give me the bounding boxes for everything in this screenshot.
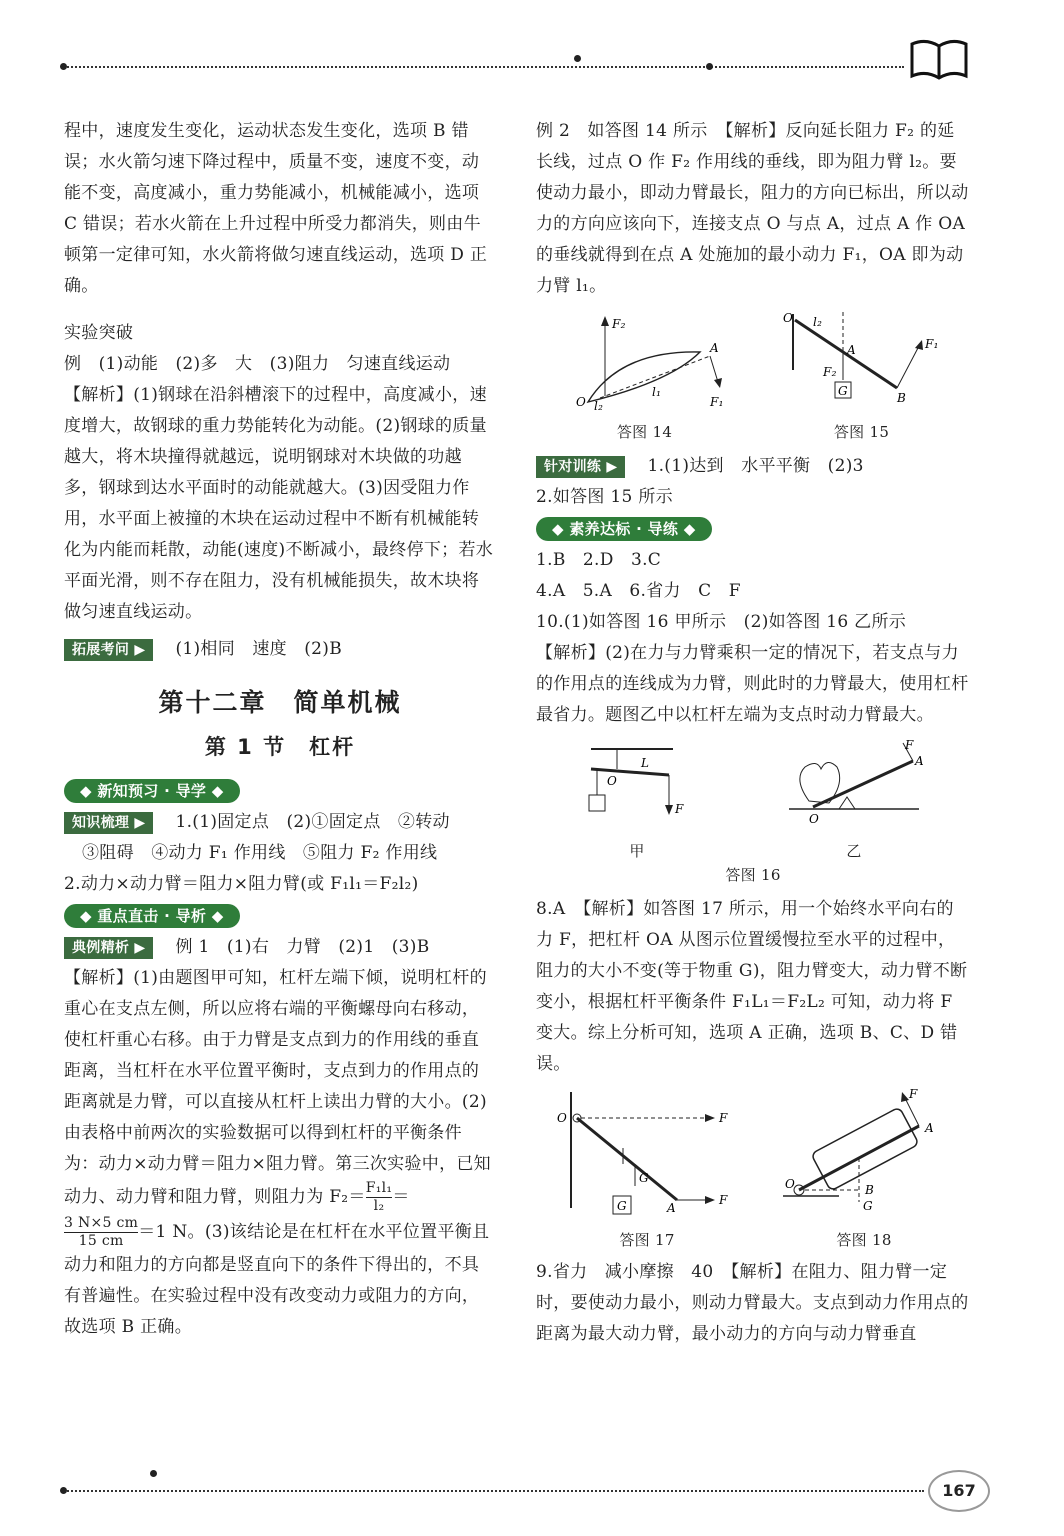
- figure-18-diagram: [779, 1088, 949, 1218]
- label-l1: l₁: [651, 385, 661, 399]
- knowledge-tag: 知识梳理 ▶: [64, 812, 153, 834]
- example-tag: 典例精析 ▶: [64, 937, 153, 959]
- experiment-title: 实验突破: [64, 323, 134, 343]
- label-a-18: A: [925, 1121, 934, 1135]
- page-number: 167: [928, 1470, 990, 1512]
- label-f2: F₂: [611, 317, 626, 331]
- experiment-answer: 例 (1)动能 (2)多 大 (3)阻力 匀速直线运动: [64, 354, 451, 374]
- label-g-17b: G: [617, 1199, 627, 1213]
- caption-figure-18: 答图 18: [836, 1231, 892, 1249]
- figure-14-diagram: [560, 310, 730, 410]
- section-title: 第 1 节 杠杆: [204, 735, 356, 759]
- caption-16-yi: 乙: [846, 842, 862, 860]
- caption-16-jia: 甲: [629, 842, 645, 860]
- answer-10-analysis: 【解析】(2)在力与力臂乘积一定的情况下，若支点与力的作用点的连线成为力臂，则此时的力臂最大，使用杠杆最省力。题图乙中以杠杆左端为支点时动力臂最大。: [536, 643, 969, 725]
- fraction-f2-denominator: l₂: [373, 1198, 385, 1214]
- figure-16-yi-diagram: [779, 739, 929, 829]
- training-answer-1: 1.(1)达到 水平平衡 (2)3: [647, 456, 864, 476]
- banner-preview: ◆ 新知预习 · 导学 ◆: [64, 779, 240, 803]
- answers-4-6: 4.A 5.A 6.省力 C F: [536, 581, 741, 601]
- fraction-values-denominator: 15 cm: [78, 1233, 124, 1249]
- label-o-16: O: [607, 774, 618, 788]
- label-f-16: F: [675, 802, 684, 816]
- label-g-15: G: [837, 384, 848, 398]
- label-o-15: O: [782, 311, 793, 325]
- figures-14-15: [536, 310, 970, 443]
- caption-figure-14: 答图 14: [616, 423, 673, 441]
- banner-practice: ◆ 素养达标 · 导练 ◆: [536, 517, 712, 541]
- header-dot-mid: [574, 55, 581, 62]
- book-icon: [908, 36, 970, 82]
- label-g-17a: G: [639, 1171, 649, 1185]
- figures-17-18: [536, 1088, 970, 1251]
- label-l2-15: l₂: [812, 315, 822, 329]
- banner-key-points: ◆ 重点直击 · 导析 ◆: [64, 904, 240, 928]
- label-f2-15: F₂: [822, 365, 837, 379]
- answer-8: 8.A 【解析】如答图 17 所示，用一个始终水平向右的力 F，把杠杆 OA 从图示位置缓慢拉至水平的过程中，阻力的大小不变(等于物重 G)，阻力臂变大，动力臂不断变小，根据杠杆平衡条件 F₁L₁＝F₂L₂ 可知，动力将 F 变大。综上分析可知，选项 A 正确，选项 B、C、D 错误。: [536, 899, 968, 1074]
- fraction-f2: [366, 1180, 393, 1215]
- label-o-17: O: [557, 1111, 568, 1125]
- footer-dotted-line: [64, 1490, 924, 1492]
- label-o: O: [575, 395, 586, 409]
- label-f-17b: F: [719, 1193, 728, 1207]
- figure-17: [557, 1088, 737, 1251]
- label-f-17a: F: [719, 1111, 728, 1125]
- header-dot-right: [706, 63, 713, 70]
- example-1-analysis-text: 【解析】(1)由题图甲可知，杠杆左端下倾，说明杠杆的重心在支点左侧，所以应将右端的平衡螺母向右移动，使杠杆重心右移。由于力臂是支点到力的作用线的垂直距离，当杠杆在水平位置平衡时，支点到力的作用点的距离就是力臂，可以直接从杠杆上读出力臂的大小。(2)由表格中前两次的实验数据可以得到杠杆的平衡条件为：动力×动力臂＝阻力×阻力臂。第三次实验中，已知动力、动力臂和阻力臂，则阻力为 F₂＝: [64, 968, 491, 1207]
- label-o-18: O: [785, 1177, 796, 1191]
- label-f-18: F: [909, 1088, 918, 1101]
- fraction-values: [64, 1215, 138, 1250]
- fraction-values-numerator: 3 N×5 cm: [64, 1215, 139, 1231]
- fraction-f2-numerator: F₁l₁: [365, 1180, 393, 1196]
- label-o-16yi: O: [809, 812, 820, 826]
- label-f1: F₁: [709, 395, 724, 409]
- figure-16-yi: [779, 739, 929, 862]
- footer-dot-left: [60, 1487, 67, 1494]
- figure-16-jia-diagram: [577, 739, 697, 829]
- figure-16: [536, 739, 970, 862]
- header-dot-left: [60, 63, 67, 70]
- answer-10: 10.(1)如答图 16 甲所示 (2)如答图 16 乙所示: [536, 612, 907, 632]
- figure-15-diagram: [777, 310, 947, 410]
- label-a-16yi: A: [915, 754, 924, 768]
- caption-figure-16: 答图 16: [725, 866, 781, 884]
- figure-17-diagram: [557, 1088, 737, 1218]
- label-f-16yi: F: [905, 739, 914, 752]
- figure-18: [779, 1088, 949, 1251]
- right-column: [536, 116, 970, 1350]
- footer-dot-mid: [150, 1470, 157, 1477]
- extension-tag: 拓展考问 ▶: [64, 639, 153, 661]
- answer-9: 9.省力 减小摩擦 40 【解析】在阻力、阻力臂一定时，要使动力最小，则动力臂最大。支点到动力作用点的距离为最大动力臂，最小动力的方向与动力臂垂直: [536, 1262, 969, 1344]
- example-2: 例 2 如答图 14 所示 【解析】反向延长阻力 F₂ 的延长线，过点 O 作 F₂ 作用线的垂线，即为阻力臂 l₂。要使动力最小，即动力臂最长，阻力的方向已标出，所以动力的方向应该向下，连接支点 O 与点 A，过点 A 作 OA 的垂线就得到在点 A 处施加的最小动力 F₁，OA 即为动力臂 l₁。: [536, 121, 969, 296]
- knowledge-line-3: 2.动力×动力臂＝阻力×阻力臂(或 F₁l₁＝F₂l₂): [64, 874, 419, 894]
- experiment-analysis: 【解析】(1)钢球在沿斜槽滚下的过程中，高度减小，速度增大，故钢球的重力势能转化为动能。(2)钢球的质量越大，将木块撞得就越远，说明钢球对木块做的功越多，钢球到达水平面时的动能就越大。(3)因受阻力作用，水平面上被撞的木块在运动过程中不断有机械能转化为内能而耗散，动能(速度)不断减小，最终停下；若水平面光滑，则不存在阻力，没有机械能损失，故木块将做匀速直线运动。: [64, 385, 494, 622]
- equals-sign: ＝: [392, 1187, 410, 1207]
- chapter-title: 第十二章 简单机械: [158, 688, 402, 717]
- answers-1-3: 1.B 2.D 3.C: [536, 550, 662, 570]
- example-1-conclusion: ＝1 N。(3)该结论是在杠杆在水平位置平衡且动力和阻力的方向都是竖直向下的条件下得出的，不具有普遍性。在实验过程中没有改变动力或阻力的方向，故选项 B 正确。: [64, 1222, 490, 1337]
- example-1-analysis: [64, 963, 496, 1343]
- label-a-17: A: [667, 1201, 676, 1215]
- training-answer-2: 2.如答图 15 所示: [536, 487, 673, 507]
- training-tag: 针对训练 ▶: [536, 456, 625, 478]
- knowledge-line-2: ③阻碍 ④动力 F₁ 作用线 ⑤阻力 F₂ 作用线: [82, 843, 438, 863]
- label-l-16: L: [641, 756, 650, 770]
- label-b-15: B: [896, 391, 906, 405]
- example-1-answer: 例 1 (1)右 力臂 (2)1 (3)B: [175, 937, 430, 957]
- figure-14: [560, 310, 730, 443]
- extension-answer: (1)相同 速度 (2)B: [175, 639, 343, 659]
- figure-16-jia: [577, 739, 697, 862]
- knowledge-line-1: 1.(1)固定点 (2)①固定点 ②转动: [175, 812, 450, 832]
- label-a: A: [709, 341, 719, 355]
- paragraph-rocket: 程中，速度发生变化，运动状态发生变化，选项 B 错误；水火箭匀速下降过程中，质量不变，速度不变，动能不变，高度减小，重力势能减小，机械能减小，选项 C 错误；若水火箭在上升过程中所受力都消失，则由牛顿第一定律可知，水火箭将做匀速直线运动，选项 D 正确。: [64, 121, 488, 296]
- label-b-18: B: [865, 1183, 875, 1197]
- label-g-18: G: [863, 1199, 873, 1213]
- label-l2: l₂: [593, 399, 603, 410]
- caption-figure-15: 答图 15: [833, 423, 890, 441]
- figure-15: [777, 310, 947, 443]
- label-a-15: A: [846, 343, 856, 357]
- label-f1-15: F₁: [924, 337, 939, 351]
- header-dotted-line: [64, 66, 904, 68]
- left-column: [64, 116, 496, 1343]
- caption-figure-17: 答图 17: [619, 1231, 675, 1249]
